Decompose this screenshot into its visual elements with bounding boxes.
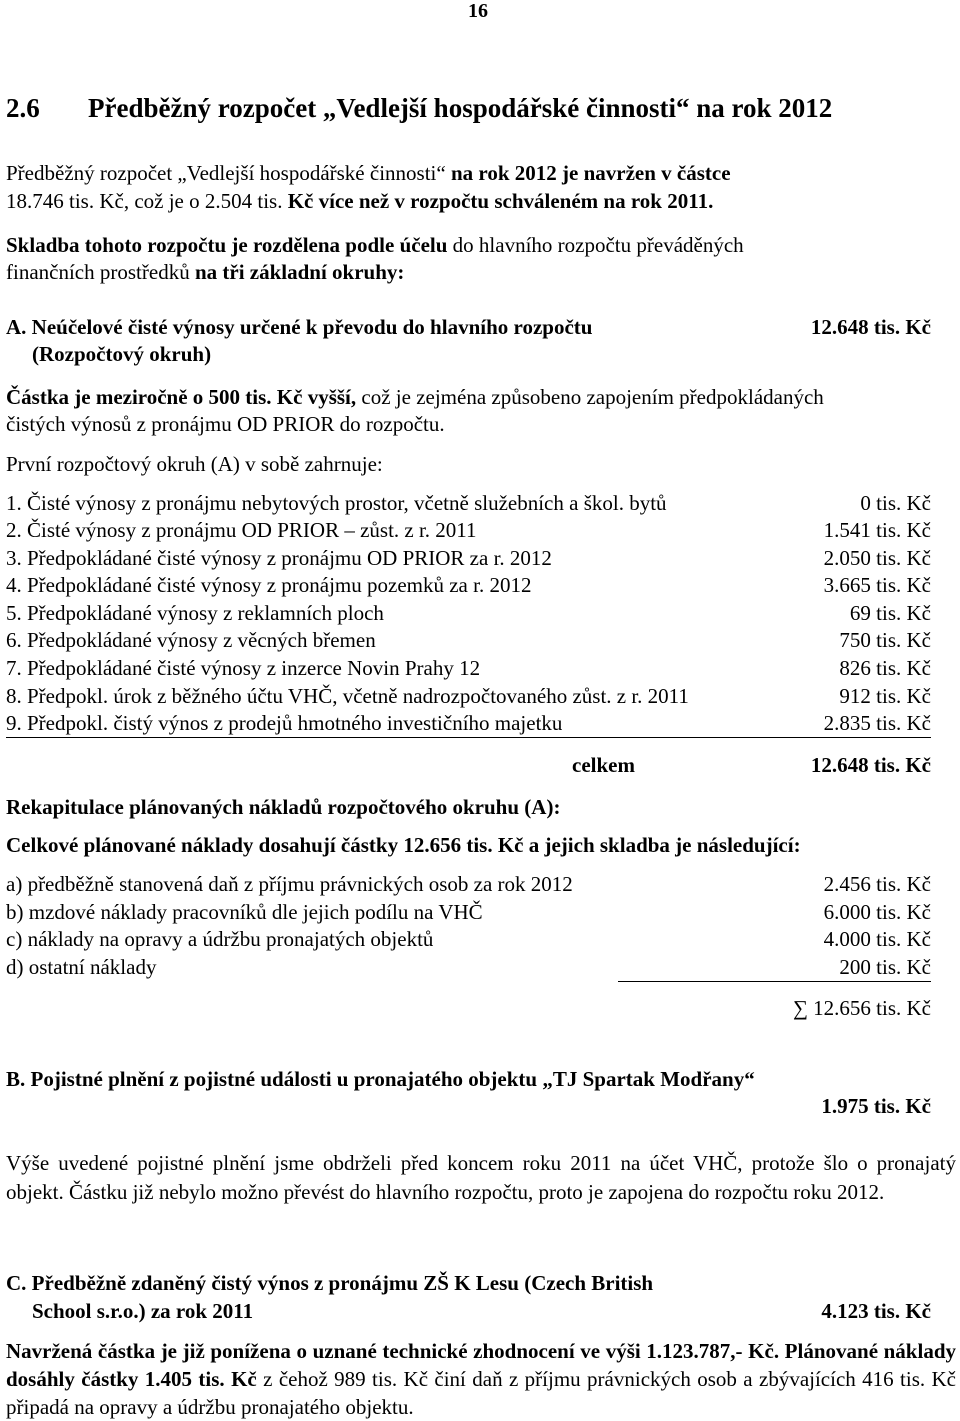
section-a-title-row — [6, 314, 931, 341]
cost-item: c) náklady na opravy a údržbu pronajatých objektů 4.000 tis. Kč — [6, 927, 931, 951]
intro-line-1: Předběžný rozpočet „Vedlejší hospodářské činnosti“ na rok 2012 je navržen v částce — [6, 161, 731, 185]
section-b-amount: 1.975 tis. Kč — [821, 1094, 931, 1118]
section-b-text: Výše uvedené pojistné plnění jsme obdrželi před koncem roku 2011 na účet VHČ, protože šlo o pronajatý objekt. Částku již nebylo možno převést do hlavního rozpočtu, proto je zapojena do rozpočtu roku 2012. — [6, 1151, 956, 1204]
section-a-note: Částka je meziročně o 500 tis. Kč vyšší, což je zejména způsobeno zapojením předpokládaných — [6, 385, 824, 409]
section-c-subtitle: School s.r.o.) za rok 2011 — [32, 1299, 254, 1323]
list-item: 1. Čisté výnosy z pronájmu nebytových prostor, včetně služebních a škol. bytů 0 tis. Kč — [6, 491, 931, 515]
section-c-text: Navržená částka je již ponížena o uznané technické zhodnocení ve výši 1.123.787,- Kč. Plánované náklady dosáhly částky 1.405 tis. Kč z čehož 989 tis. Kč činí daň z příjmu právnických osob a zbývajících 416 tis. Kč připadá na opravy a údržbu pronajatého objektu. — [6, 1339, 957, 1419]
list-item: 6. Předpokládané výnosy z věcných břemen 750 tis. Kč — [6, 628, 931, 652]
section-a-amount: 12.648 tis. Kč — [810, 315, 931, 339]
heading-title: Předběžný rozpočet „Vedlejší hospodářské činnosti“ na rok 2012 — [88, 93, 833, 123]
section-a-items-intro: První rozpočtový okruh (A) v sobě zahrnuje: — [6, 452, 383, 476]
heading-number: 2.6 — [6, 93, 40, 123]
list-item: 8. Předpokl. úrok z běžného účtu VHČ, včetně nadrozpočtovaného zůst. z r. 2011 912 tis. Kč — [6, 684, 931, 708]
cost-item: a) předběžně stanovená daň z příjmu právnických osob za rok 2012 2.456 tis. Kč — [6, 872, 931, 896]
section-a-subtitle: (Rozpočtový okruh) — [32, 342, 212, 366]
section-b-title: B. Pojistné plnění z pojistné události u pronajatého objektu „TJ Spartak Modřany“ — [6, 1067, 755, 1091]
costs-title: Celkové plánované náklady dosahují částky 12.656 tis. Kč a jejich skladba je následující: — [6, 833, 801, 857]
costs-sum: ∑ 12.656 tis. Kč — [792, 996, 931, 1020]
recap-title: Rekapitulace plánovaných nákladů rozpočtového okruhu (A): — [6, 795, 561, 819]
section-c-amount: 4.123 tis. Kč — [821, 1299, 931, 1323]
costs-sum-line — [618, 981, 931, 982]
cost-item: d) ostatní náklady 200 tis. Kč — [6, 955, 931, 979]
list-item: 7. Předpokládané čisté výnosy z inzerce Novin Prahy 12 826 tis. Kč — [6, 656, 931, 680]
list-item: 9. Předpokl. čistý výnos z prodejů hmotného investičního majetku 2.835 tis. Kč — [6, 710, 931, 738]
section-c-title-row — [32, 1298, 931, 1325]
list-item: 4. Předpokládané čisté výnosy z pronájmu pozemků za r. 2012 3.665 tis. Kč — [6, 573, 931, 597]
total-value: 12.648 tis. Kč — [810, 753, 931, 777]
intro-line-4: finančních prostředků na tři základní okruhy: — [6, 260, 405, 284]
list-item: 5. Předpokládané výnosy z reklamních ploch 69 tis. Kč — [6, 601, 931, 625]
list-item: 2. Čisté výnosy z pronájmu OD PRIOR – zůst. z r. 2011 1.541 tis. Kč — [6, 518, 931, 542]
section-a-title: A. Neúčelové čisté výnosy určené k převodu do hlavního rozpočtu — [6, 315, 593, 339]
intro-line-2: 18.746 tis. Kč, což je o 2.504 tis. Kč více než v rozpočtu schváleném na rok 2011. — [6, 189, 714, 213]
total-label: celkem — [572, 753, 635, 777]
intro-line-3: Skladba tohoto rozpočtu je rozdělena podle účelu do hlavního rozpočtu převáděných — [6, 233, 744, 257]
page-number: 16 — [468, 0, 488, 22]
section-a-note-line-2: čistých výnosů z pronájmu OD PRIOR do rozpočtu. — [6, 412, 445, 436]
section-c-title: C. Předběžně zdaněný čistý výnos z pronájmu ZŠ K Lesu (Czech British — [6, 1271, 654, 1295]
cost-item: b) mzdové náklady pracovníků dle jejich podílu na VHČ 6.000 tis. Kč — [6, 900, 931, 924]
section-heading — [6, 92, 832, 124]
list-item: 3. Předpokládané čisté výnosy z pronájmu OD PRIOR za r. 2012 2.050 tis. Kč — [6, 546, 931, 570]
